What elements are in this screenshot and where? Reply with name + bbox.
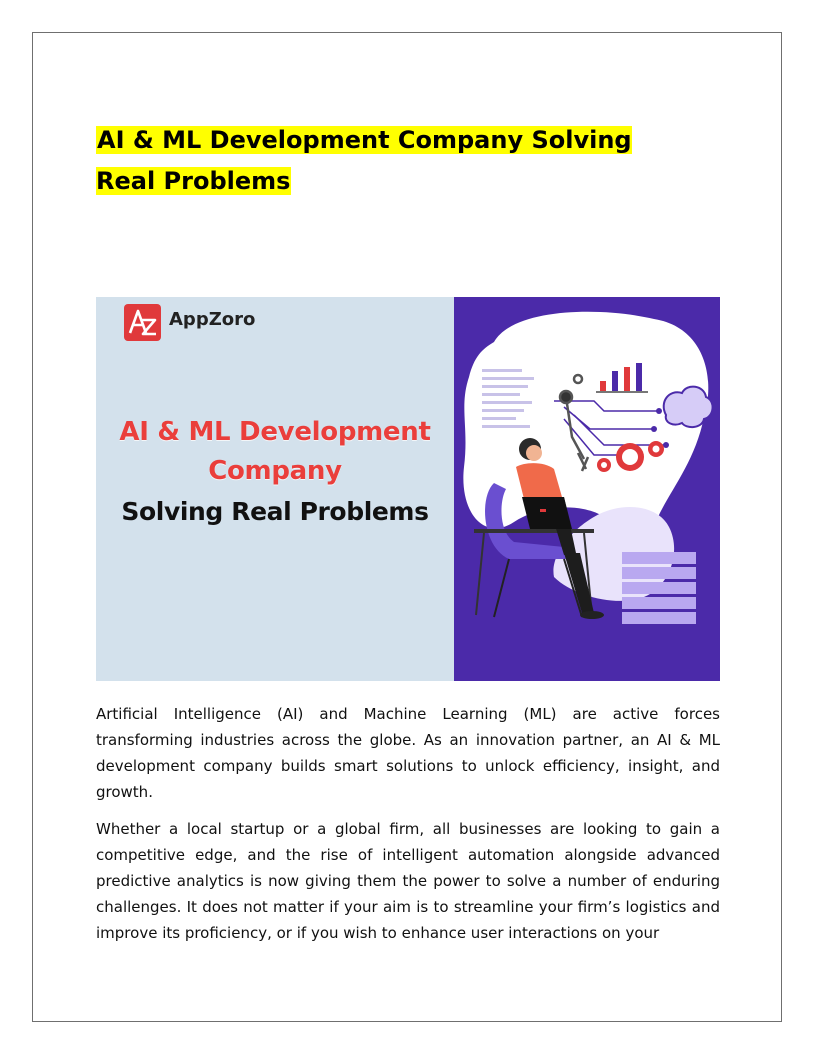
brain-icon: [664, 387, 713, 427]
server-stack-icon: [622, 552, 696, 624]
document-title: [96, 120, 656, 202]
laptop-icon: [522, 497, 572, 529]
banner-left-panel: [96, 297, 454, 681]
banner-heading-line1: AI & ML Development: [119, 417, 431, 447]
banner-image: [96, 297, 720, 681]
logo-name: AppZoro: [169, 309, 256, 330]
title-highlight: AI & ML Development Company Solving Real Problems: [96, 126, 632, 195]
ai-illustration: [454, 297, 720, 681]
paragraph-1: Artificial Intelligence (AI) and Machine Learning (ML) are active forces transforming industries across the globe. As an innovation partner, an AI & ML development company builds smart solutions to unlock efficiency, insight, and growth.: [96, 705, 720, 801]
banner-heading-line3: Solving Real Problems: [121, 497, 429, 526]
appzoro-logo-icon: [124, 304, 161, 341]
banner-heading-line2: Company: [208, 456, 342, 486]
paragraph-2: Whether a local startup or a global firm, all businesses are looking to gain a competitive edge, and the rise of intelligent automation alongside advanced predictive analytics is now giving them the power to solve a number of enduring challenges. It does not matter if your aim is to streamline your firm’s logistics and improve its proficiency, or if you wish to enhance user interactions on your: [96, 820, 720, 942]
